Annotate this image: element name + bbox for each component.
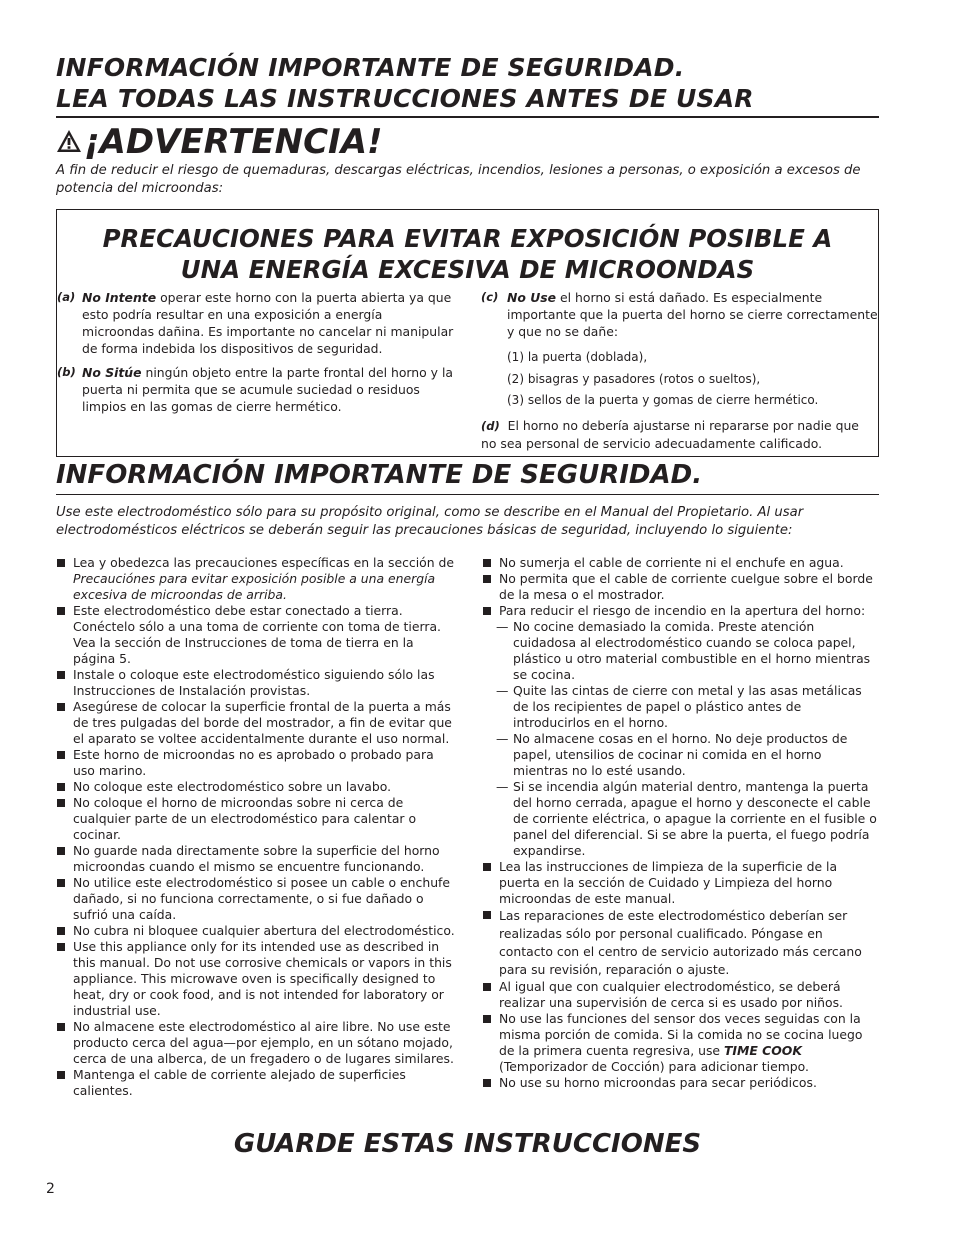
bullet-square-icon bbox=[57, 671, 65, 679]
list-item: Instale o coloque este electrodoméstico siguiendo sólo las Instrucciones de Instalación provistas. bbox=[56, 667, 458, 699]
safety-rule bbox=[56, 494, 879, 495]
safety-list-left bbox=[56, 555, 458, 1099]
warning-triangle-icon bbox=[56, 129, 82, 153]
list-subitem: — Si se incendia algún material dentro, mantenga la puerta del horno cerrada, apague el horno y desconecte el cable de corriente eléctrica, o apague la corriente en el fusible o panel del diferencial. Si se abre la puerta, el fuego podría expandirse. bbox=[496, 779, 877, 858]
list-item: No use las funciones del sensor dos veces seguidas con la misma porción de comida. Si la comida no se cocina luego de la primera cuenta regresiva, use TIME COOK (Temporizador de Cocción) para adicionar tiempo. bbox=[482, 1011, 879, 1075]
list-item: No sumerja el cable de corriente ni el enchufe en agua. bbox=[482, 555, 879, 571]
list-item: Lea y obedezca las precauciones específicas en la sección de Precauciónes para evitar exposición posible a una energía excesiva de microondas de arriba. bbox=[56, 555, 458, 603]
list-item: Al igual que con cualquier electrodoméstico, se deberá realizar una supervisión de cerca si es usado por niños. bbox=[482, 979, 879, 1011]
precaution-b-lead: No Sitúe bbox=[82, 365, 142, 380]
precaution-d bbox=[481, 417, 878, 452]
precaution-b bbox=[57, 364, 457, 415]
bullet-square-icon bbox=[57, 703, 65, 711]
safety-list-right bbox=[482, 555, 879, 1091]
precaution-c-lead: No Use bbox=[507, 290, 557, 305]
precaution-b-text: ningún objeto entre la parte frontal del horno y la puerta ni permita que se acumule suciedad o residuos limpios en las gomas de cierre hermético. bbox=[82, 365, 453, 414]
list-item: Las reparaciones de este electrodoméstico deberían ser realizadas sólo por personal cualificado. Póngase en contacto con el centro de servicio autorizado más cercano para su revisión, reparación o ajuste. bbox=[482, 907, 879, 979]
list-item: Este electrodoméstico debe estar conectado a tierra. Conéctelo sólo a una toma de corriente con toma de tierra. Vea la sección de Instrucciones de toma de tierra en la página 5. bbox=[56, 603, 458, 667]
bullet-square-icon bbox=[483, 575, 491, 583]
bullet-square-icon bbox=[57, 559, 65, 567]
bullet-square-icon bbox=[57, 1023, 65, 1031]
list-subitem: — Quite las cintas de cierre con metal y las asas metálicas de los recipientes de papel o plástico antes de introducirlos en el horno. bbox=[496, 683, 862, 730]
bullet-square-icon bbox=[483, 1079, 491, 1087]
warning-heading bbox=[56, 121, 383, 163]
list-item: No permita que el cable de corriente cuelgue sobre el borde de la mesa o el mostrador. bbox=[482, 571, 879, 603]
warning-intro: A fin de reducir el riesgo de quemaduras, descargas eléctricas, incendios, lesiones a personas, o exposición a excesos de potencia del microondas: bbox=[56, 163, 861, 196]
footer-heading: GUARDE ESTAS INSTRUCCIONES bbox=[233, 1129, 702, 1159]
bullet-square-icon bbox=[57, 799, 65, 807]
precaution-a bbox=[57, 289, 457, 357]
bullet-square-icon bbox=[57, 1071, 65, 1079]
list-item: No coloque este electrodoméstico sobre un lavabo. bbox=[56, 779, 458, 795]
bullet-square-icon bbox=[483, 559, 491, 567]
precautions-title-line-1: PRECAUCIONES PARA EVITAR EXPOSICIÓN POSIBLE A bbox=[102, 224, 833, 253]
bullet-square-icon bbox=[57, 847, 65, 855]
list-subitem: — No cocine demasiado la comida. Preste atención cuidadosa al electrodoméstico cuando se coloca papel, plástico u otro material combustible en el horno mientras se cocina. bbox=[496, 619, 871, 682]
list-item: Use this appliance only for its intended use as described in this manual. Do not use corrosive chemicals or vapors in this appliance. This microwave oven is specifically designed to heat, dry or cook food, and is not intended for laboratory or industrial use. bbox=[56, 939, 458, 1019]
page-number: 2 bbox=[46, 1181, 55, 1197]
safety-intro: Use este electrodoméstico sólo para su propósito original, como se describe en el Manual del Propietario. Al usar electrodomésticos eléctricos se deberán seguir las precauciones básicas de seguridad, incluyendo lo siguiente: bbox=[56, 505, 804, 538]
list-item: No cubra ni bloquee cualquier abertura del electrodoméstico. bbox=[56, 923, 458, 939]
precaution-c-text: el horno si está dañado. Es especialmente importante que la puerta del horno se cierre correctamente y que no se dañe: bbox=[507, 290, 878, 339]
bullet-square-icon bbox=[57, 751, 65, 759]
list-item: Para reducir el riesgo de incendio en la apertura del horno: bbox=[482, 603, 879, 619]
precaution-d-text: El horno no debería ajustarse ni repararse por nadie que no sea personal de servicio adecuadamente calificado. bbox=[481, 418, 859, 451]
list-item: Mantenga el cable de corriente alejado de superficies calientes. bbox=[56, 1067, 458, 1099]
precaution-c-sub-1: (1) la puerta (doblada), bbox=[507, 350, 648, 364]
bullet-square-icon bbox=[483, 863, 491, 871]
precaution-c-sub-2: (2) bisagras y pasadores (rotos o sueltos), bbox=[507, 371, 761, 386]
bullet-square-icon bbox=[57, 607, 65, 615]
list-item: No use su horno microondas para secar periódicos. bbox=[482, 1075, 879, 1091]
precautions-title bbox=[57, 223, 878, 285]
precaution-c-label: (c) bbox=[481, 290, 499, 304]
list-item: Asegúrese de colocar la superficie frontal de la puerta a más de tres pulgadas del borde del mostrador, a fin de evitar que el aparato se voltee accidentalmente durante el uso normal. bbox=[56, 699, 458, 747]
list-item: Lea las instrucciones de limpieza de la superficie de la puerta en la sección de Cuidado y Limpieza del horno microondas de este manual. bbox=[482, 859, 879, 907]
list-item: No utilice este electrodoméstico si posee un cable o enchufe dañado, si no funciona correctamente, o si fue dañado o sufrió una caída. bbox=[56, 875, 458, 923]
header-line-1: INFORMACIÓN IMPORTANTE DE SEGURIDAD. bbox=[56, 53, 685, 82]
list-subitem: — No almacene cosas en el horno. No deje productos de papel, utensilios de cocinar ni comida en el horno mientras no lo esté usando. bbox=[496, 731, 848, 778]
precaution-c bbox=[481, 289, 878, 412]
list-item: Este horno de microondas no es aprobado o probado para uso marino. bbox=[56, 747, 458, 779]
bullet-square-icon bbox=[483, 911, 491, 919]
bullet-square-icon bbox=[483, 983, 491, 991]
precaution-d-label: (d) bbox=[481, 419, 500, 433]
precaution-a-lead: No Intente bbox=[82, 290, 157, 305]
precaution-a-label: (a) bbox=[57, 290, 76, 304]
precautions-title-line-2: UNA ENERGÍA EXCESIVA DE MICROONDAS bbox=[180, 255, 755, 284]
precaution-b-label: (b) bbox=[57, 365, 76, 379]
bullet-square-icon bbox=[57, 943, 65, 951]
safety-title: INFORMACIÓN IMPORTANTE DE SEGURIDAD. bbox=[56, 460, 703, 490]
list-item: No guarde nada directamente sobre la superficie del horno microondas cuando el mismo se encuentre funcionando. bbox=[56, 843, 458, 875]
page-header bbox=[56, 52, 754, 114]
header-line-2: LEA TODAS LAS INSTRUCCIONES ANTES DE USAR bbox=[56, 84, 754, 113]
bullet-square-icon bbox=[57, 879, 65, 887]
bullet-square-icon bbox=[483, 607, 491, 615]
header-rule bbox=[56, 116, 879, 118]
list-item: No almacene este electrodoméstico al aire libre. No use este producto cerca del agua—por ejemplo, en un sótano mojado, cerca de una alberca, de un fregadero o de lugares similares. bbox=[56, 1019, 458, 1067]
precaution-a-text: operar este horno con la puerta abierta ya que esto podría resultar en una exposición a energía microondas dañina. Es importante no cancelar ni manipular de forma indebida los dispositivos de seguridad. bbox=[82, 290, 454, 356]
warning-title: ¡ADVERTENCIA! bbox=[84, 122, 383, 162]
precautions-box bbox=[56, 209, 879, 457]
precaution-c-sub-3: (3) sellos de la puerta y gomas de cierre hermético. bbox=[507, 393, 819, 407]
bullet-square-icon bbox=[57, 783, 65, 791]
list-item: No coloque el horno de microondas sobre ni cerca de cualquier parte de un electrodoméstico para calentar o cocinar. bbox=[56, 795, 458, 843]
bullet-square-icon bbox=[483, 1015, 491, 1023]
bullet-square-icon bbox=[57, 927, 65, 935]
